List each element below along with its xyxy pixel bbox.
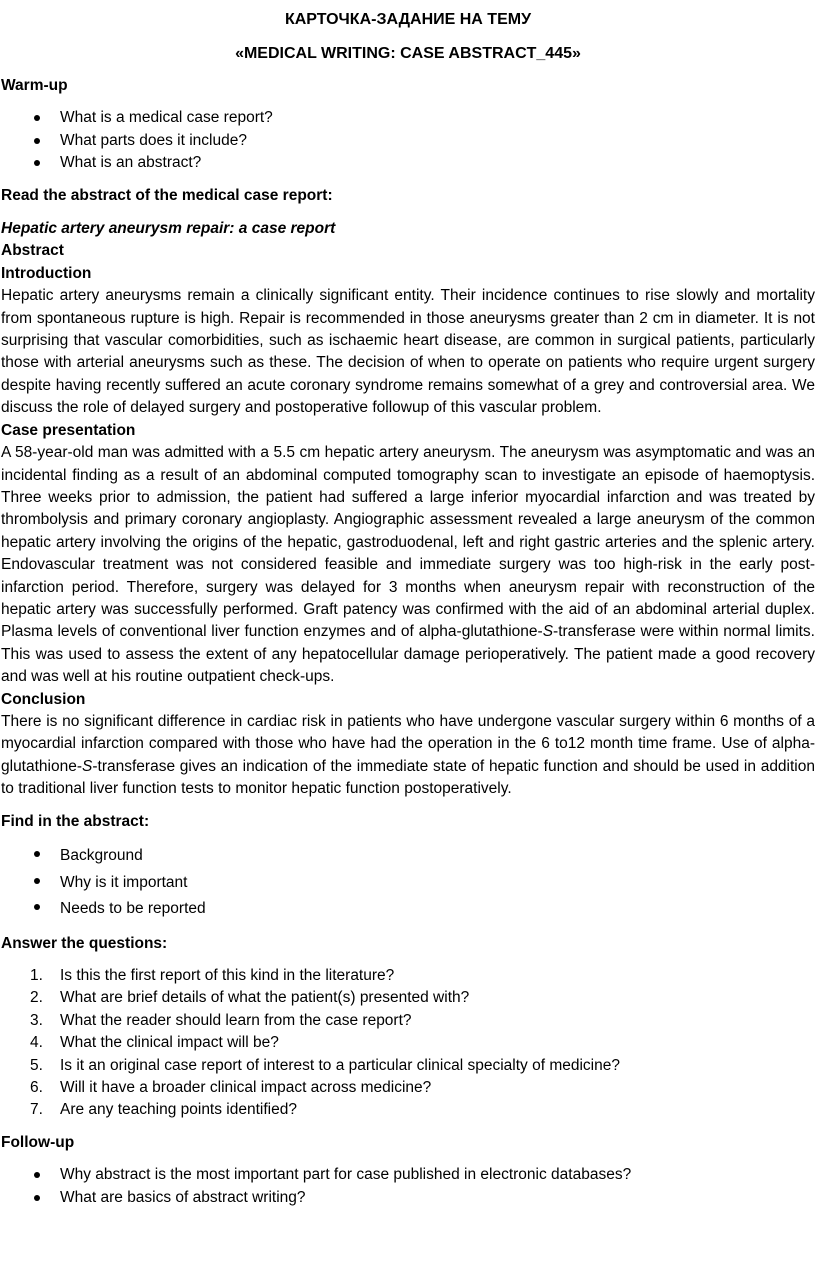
conclusion-text-part-2: -transferase gives an indication of the immediate state of hepatic function and should be used in addition to traditional liver function tests to monitor hepatic function postoperatively. — [1, 757, 815, 798]
conclusion-text-part-1: There is no significant difference in cardiac risk in patients who have undergone vascular surgery within 6 months of a myocardial infarction compared with those who have had the operation in the 6 to12 month time frame. Use of alpha-glutathione- — [1, 712, 815, 775]
page-title-line-2: «MEDICAL WRITING: CASE ABSTRACT_445» — [235, 45, 581, 62]
questions-list — [1, 965, 815, 1122]
list-item: Why abstract is the most important part for case published in electronic databases? — [1, 1164, 815, 1186]
item-text: Is this the first report of this kind in the literature? — [60, 966, 395, 984]
answer-heading: Answer the questions: — [1, 934, 168, 952]
abstract-heading: Abstract — [1, 242, 64, 260]
list-item — [1, 965, 815, 987]
find-list — [1, 843, 815, 923]
warmup-heading: Warm-up — [1, 77, 68, 94]
list-item — [1, 1099, 815, 1121]
item-text: Are any teaching points identified? — [60, 1101, 297, 1119]
conclusion-text-italic: S — [82, 757, 93, 775]
list-item: What is a medical case report? — [1, 107, 815, 129]
list-item — [1, 1055, 815, 1077]
list-item: What is an abstract? — [1, 152, 815, 174]
list-item — [1, 987, 815, 1009]
warmup-list — [1, 107, 815, 174]
list-item: Why is it important — [1, 870, 815, 897]
item-number: 4. — [30, 1034, 43, 1052]
list-item: Needs to be reported — [1, 896, 815, 923]
item-text: What the clinical impact will be? — [60, 1034, 279, 1052]
article-title: Hepatic artery aneurysm repair: a case report — [1, 220, 336, 238]
item-text: Is it an original case report of interest to a particular clinical specialty of medicine? — [60, 1056, 620, 1074]
item-number: 1. — [30, 966, 43, 984]
followup-heading: Follow-up — [1, 1133, 75, 1151]
introduction-heading: Introduction — [1, 264, 92, 282]
case-presentation-paragraph — [1, 442, 815, 688]
case-text-part-1: A 58-year-old man was admitted with a 5.5 cm hepatic artery aneurysm. The aneurysm was asymptomatic and was an incidental finding as a result of an abdominal computed tomography scan to investigate an episode of haemoptysis. Three weeks prior to admission, the patient had suffered a large inferior myocardial infarction and was treated by thrombolysis and primary coronary angioplasty. Angiographic assessment revealed a large aneurysm of the common hepatic artery involving the origins of the hepatic, gastroduodenal, left and right gastric arteries and the splenic artery. Endovascular treatment was not considered feasible and immediate surgery was too high-risk in the early post-infarction period. Therefore, surgery was delayed for 3 months when aneurysm repair with reconstruction of the hepatic artery was successfully performed. Graft patency was confirmed with the aid of an abdominal arterial duplex. Plasma levels of conventional liver function enzymes and of alpha-glutathione- — [1, 444, 815, 641]
case-text-italic: S — [542, 623, 554, 641]
list-item — [1, 1077, 815, 1099]
item-text: What the reader should learn from the case report? — [60, 1011, 412, 1029]
conclusion-heading: Conclusion — [1, 690, 86, 708]
item-text: Will it have a broader clinical impact across medicine? — [60, 1078, 432, 1096]
list-item: What parts does it include? — [1, 130, 815, 152]
introduction-paragraph: Hepatic artery aneurysms remain a clinically significant entity. Their incidence continues to rise slowly and mortality from spontaneous rupture is high. Repair is recommended in those aneurysms greater than 2 cm in diameter. It is not surprising that vascular comorbidities, such as ischaemic heart disease, are common in surgical patients, particularly those with arterial aneurysms such as these. The decision of when to operate on patients who require urgent surgery despite having recently suffered an acute coronary syndrome remains somewhat of a grey and controversial area. We discuss the role of delayed surgery and postoperative followup of this vascular problem. — [1, 287, 815, 417]
item-number: 7. — [30, 1101, 43, 1119]
case-presentation-heading: Case presentation — [1, 421, 136, 439]
item-number: 5. — [30, 1056, 43, 1074]
case-abstract — [1, 218, 815, 801]
item-number: 3. — [30, 1011, 43, 1029]
find-heading: Find in the abstract: — [1, 812, 150, 830]
list-item: What are basics of abstract writing? — [1, 1187, 815, 1209]
list-item — [1, 1010, 815, 1032]
list-item: Background — [1, 843, 815, 870]
read-heading: Read the abstract of the medical case report: — [1, 186, 333, 204]
page-title-line-1: КАРТОЧКА-ЗАДАНИЕ НА ТЕМУ — [284, 11, 532, 28]
conclusion-paragraph — [1, 711, 815, 801]
list-item — [1, 1032, 815, 1054]
followup-list — [1, 1164, 815, 1209]
item-text: What are brief details of what the patient(s) presented with? — [60, 989, 470, 1007]
item-number: 6. — [30, 1078, 43, 1096]
item-number: 2. — [30, 989, 43, 1007]
case-text-part-2: -transferase were within normal limits. This was used to assess the extent of any hepatocellular damage perioperatively. The patient made a good recovery and was well at his routine outpatient check-ups. — [1, 623, 815, 686]
